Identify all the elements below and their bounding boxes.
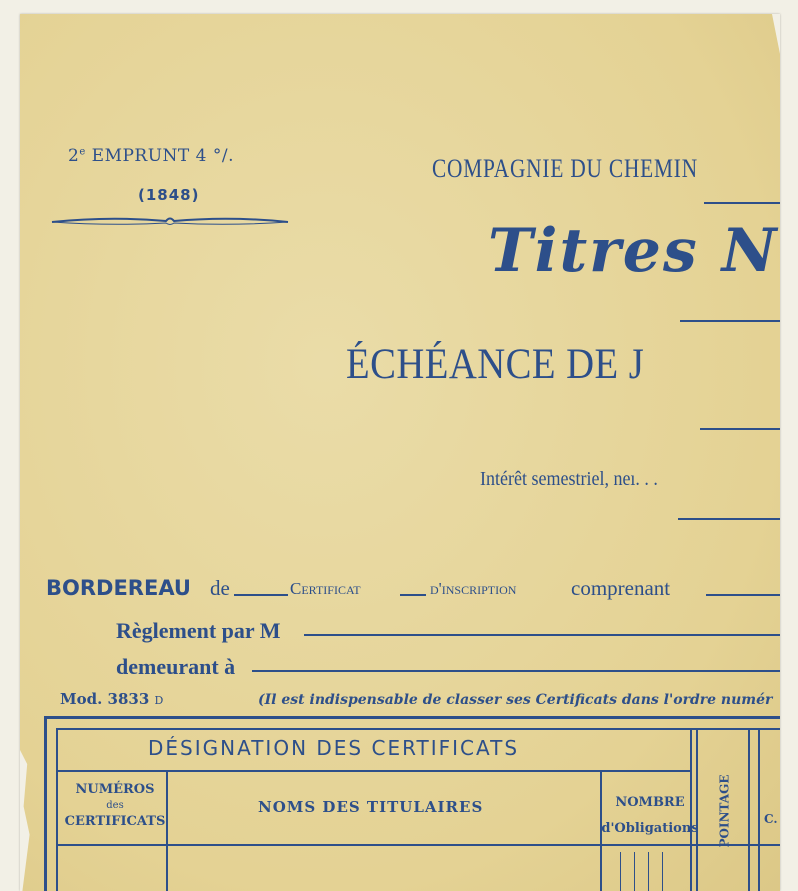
decorative-swash <box>50 214 290 228</box>
col-divider-5 <box>748 730 750 891</box>
blank-de <box>234 594 288 596</box>
inscription-label: d'inscription <box>430 579 517 598</box>
table-title: DÉSIGNATION DES CERTIFICATS <box>148 736 520 760</box>
interet-line: Intérêt semestriel, neı. . . <box>480 468 658 490</box>
sub-tick-2 <box>634 852 635 891</box>
sub-tick-4 <box>662 852 663 891</box>
titres-heading: Titres N <box>488 216 779 286</box>
col-header-partial: C. <box>764 812 778 826</box>
emprunt-label: 2e EMPRUNT 4 °/. <box>68 146 235 166</box>
certificat-label: Certificat <box>290 579 361 598</box>
model-number: Mod. 3833 D <box>60 690 164 708</box>
col-header-pointage: POINTAGE <box>717 774 732 848</box>
rule-under-company <box>704 202 780 204</box>
bordereau-label: BORDEREAU <box>46 576 191 600</box>
torn-edge-top <box>760 14 780 54</box>
rule-under-titres <box>680 320 780 322</box>
blank-comprenant <box>706 594 780 596</box>
sub-tick-1 <box>620 852 621 891</box>
echeance-heading: ÉCHÉANCE DE J <box>346 341 645 388</box>
de-label: de <box>210 576 230 600</box>
company-name: COMPAGNIE DU CHEMIN <box>432 154 698 183</box>
blank-certificat <box>400 594 426 596</box>
document-sheet <box>20 14 780 891</box>
col-header-nombre: NOMBRE d'Obligations <box>601 795 699 836</box>
rule-under-interet <box>678 518 780 520</box>
title-divider <box>58 770 692 772</box>
reglement-label: Règlement par M <box>116 618 281 643</box>
col-header-noms: NOMS DES TITULAIRES <box>258 798 484 816</box>
emprunt-year: (1848) <box>138 186 200 204</box>
col-header-numeros: NUMÉROS des CERTIFICATS <box>64 782 166 829</box>
classification-note: (Il est indispensable de classer ses Certificats dans l'ordre numér <box>258 692 773 708</box>
torn-edge-left <box>20 750 32 891</box>
col-divider-6 <box>758 730 760 891</box>
demeurant-label: demeurant à <box>116 654 236 679</box>
rule-under-echeance <box>700 428 780 430</box>
sub-tick-3 <box>648 852 649 891</box>
blank-reglement <box>304 634 780 636</box>
blank-demeurant <box>252 670 780 672</box>
comprenant-label: comprenant <box>571 576 671 600</box>
